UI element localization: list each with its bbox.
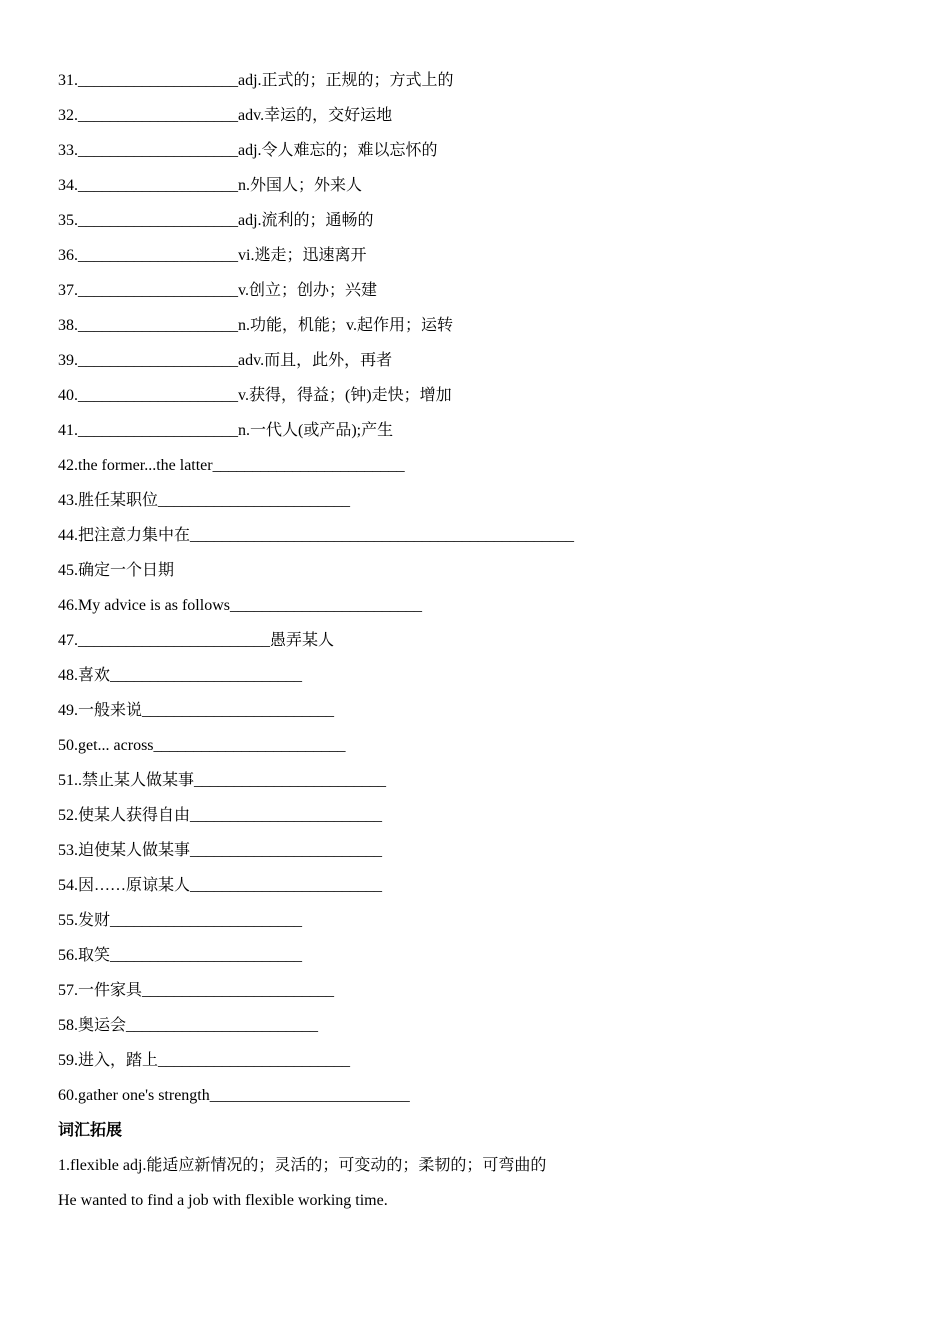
vocab-item-40: 40.____________________v.获得，得益；(钟)走快；增加 — [58, 387, 452, 404]
phrase-item-55: 55.发财________________________ — [58, 912, 303, 929]
vocab-item-38: 38.____________________n.功能，机能；v.起作用；运转 — [58, 317, 453, 334]
vocab-item-35: 35.____________________adj.流利的；通畅的 — [58, 212, 374, 229]
phrase-item-48: 48.喜欢________________________ — [58, 667, 303, 684]
phrase-item-60: 60.gather one's strength_________________________ — [58, 1087, 410, 1104]
phrase-item-43: 43.胜任某职位________________________ — [58, 492, 351, 509]
phrase-item-59: 59.进入，踏上________________________ — [58, 1052, 351, 1069]
example-sentence: He wanted to find a job with flexible working time. — [58, 1192, 388, 1209]
phrase-item-51: 51..禁止某人做某事________________________ — [58, 772, 387, 789]
phrase-item-46: 46.My advice is as follows________________________ — [58, 597, 422, 614]
vocab-item-31: 31.____________________adj.正式的；正规的；方式上的 — [58, 72, 454, 89]
phrase-item-47: 47.________________________愚弄某人 — [58, 632, 335, 649]
phrase-item-52: 52.使某人获得自由________________________ — [58, 807, 383, 824]
phrase-item-53: 53.迫使某人做某事________________________ — [58, 842, 383, 859]
phrase-item-45: 45.确定一个日期 — [58, 562, 175, 579]
phrase-item-56: 56.取笑________________________ — [58, 947, 303, 964]
phrase-item-57: 57.一件家具________________________ — [58, 982, 335, 999]
vocab-item-33: 33.____________________adj.令人难忘的；难以忘怀的 — [58, 142, 438, 159]
vocab-item-32: 32.____________________adv.幸运的，交好运地 — [58, 107, 393, 124]
vocab-item-37: 37.____________________v.创立；创办；兴建 — [58, 282, 377, 299]
vocabulary-list — [58, 63, 908, 1218]
section-heading: 词汇拓展 — [58, 1122, 123, 1139]
vocab-item-39: 39.____________________adv.而且，此外，再者 — [58, 352, 393, 369]
phrase-item-49: 49.一般来说________________________ — [58, 702, 335, 719]
vocab-item-34: 34.____________________n.外国人；外来人 — [58, 177, 363, 194]
vocab-expansion-entry: 1.flexible adj.能适应新情况的；灵活的；可变动的；柔韧的；可弯曲的 — [58, 1157, 547, 1174]
phrase-item-54: 54.因……原谅某人________________________ — [58, 877, 383, 894]
vocab-item-36: 36.____________________vi.逃走；迅速离开 — [58, 247, 367, 264]
phrase-item-42: 42.the former...the latter________________________ — [58, 457, 405, 474]
vocab-item-41: 41.____________________n.一代人(或产品);产生 — [58, 422, 394, 439]
phrase-item-58: 58.奥运会________________________ — [58, 1017, 319, 1034]
phrase-item-44: 44.把注意力集中在________________________________________________ — [58, 527, 575, 544]
phrase-item-50: 50.get... across________________________ — [58, 737, 346, 754]
